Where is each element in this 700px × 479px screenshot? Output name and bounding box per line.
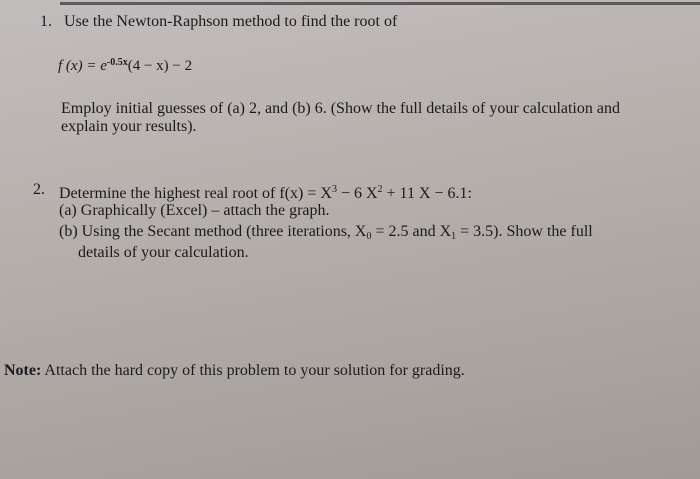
question-1-formula [58, 53, 192, 76]
question-1-instructions-line-1: Employ initial guesses of (a) 2, and (b) 6. (Show the full details of your calculation and [61, 100, 620, 117]
q2b-text-a: (b) Using the Secant method (three iterations, X [59, 223, 367, 240]
note-line [4, 361, 465, 380]
q2-text-part-c: + 11 X − 6.1: [382, 185, 472, 202]
note-label: Note: [4, 362, 42, 379]
q2-exponent-2: 2 [377, 184, 383, 195]
q2b-text-b: = 2.5 and X [371, 223, 452, 240]
top-rule-line [60, 2, 700, 5]
q2-text-part-b: − 6 X [336, 185, 378, 202]
q2b-subscript-0: 0 [366, 231, 372, 242]
question-1-number: 1. [40, 13, 52, 30]
q2-text-part-a: Determine the highest real root of f(x) = X [59, 185, 332, 202]
note-text: Attach the hard copy of this problem to your solution for grading. [41, 362, 465, 379]
question-2-part-b-line-2: details of your calculation. [78, 244, 249, 261]
q2b-subscript-1: 1 [451, 231, 457, 242]
question-2-number: 2. [33, 181, 45, 198]
q2b-text-c: = 3.5). Show the full [456, 223, 593, 240]
question-2-part-a: (a) Graphically (Excel) – attach the graph. [59, 202, 330, 219]
question-2-text [59, 180, 472, 203]
question-1-text: Use the Newton-Raphson method to find the root of [64, 13, 398, 30]
formula-lhs: f (x) = e [58, 58, 107, 74]
q2-exponent-3: 3 [331, 184, 337, 195]
question-1-instructions-line-2: explain your results). [61, 118, 197, 135]
formula-exponent: -0.5x [106, 57, 128, 68]
formula-rhs: (4 − x) − 2 [127, 58, 193, 74]
